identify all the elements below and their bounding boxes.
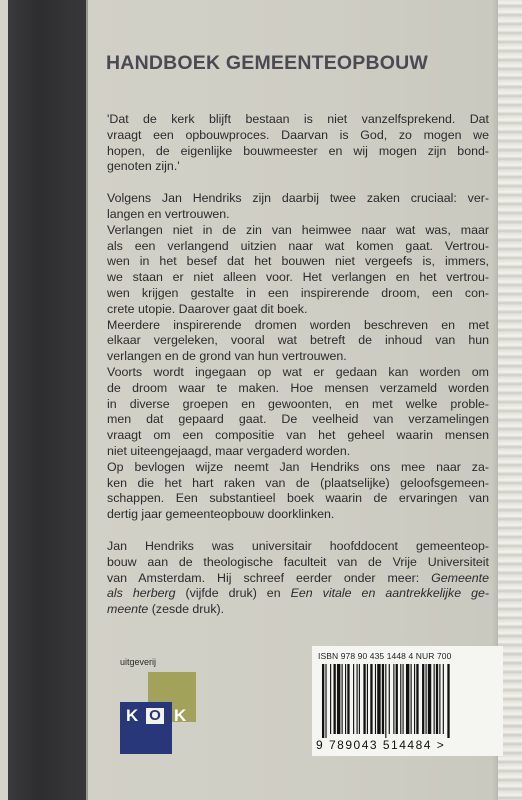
barcode-bar: [357, 664, 358, 734]
cover-left-margin: [0, 0, 8, 800]
barcode-bar: [367, 664, 368, 734]
barcode-bar: [345, 664, 346, 734]
barcode-bar: [396, 664, 398, 734]
description-line: de droom waar te maken. Hoe mensen verzameld worden: [107, 380, 489, 395]
barcode-bar: [375, 664, 376, 734]
description-line: elkaar vergeleken, vooral wat betreft de inhoud van hun: [107, 333, 489, 348]
barcode-bar: [353, 664, 354, 734]
dark-vertical-band: [8, 0, 86, 800]
bio-italic-title: Gemeente: [431, 570, 489, 585]
description-line: Verlangen niet in de zin van heimwee naar wat was, maar: [107, 222, 489, 237]
description-line: wen in het besef dat het bouwen niet vergeefs is, immers,: [107, 254, 489, 269]
quote-line: vraagt een opbouwproces. Daarvan is God, zo mogen we: [107, 127, 489, 142]
logo-olive-square: [148, 672, 196, 706]
barcode-bar: [436, 664, 438, 734]
description-line: verlangen en de grond van hun vertrouwen.: [107, 349, 347, 364]
description-line: Meerdere inspirerende dromen worden beschreven en met: [107, 317, 489, 332]
barcode-digits: 9 789043 514484 >: [316, 738, 446, 752]
logo-letter: K: [126, 706, 139, 725]
description-line: als een verlangend uitzien naar wat komen gaat. Vertrou-: [107, 238, 489, 253]
description-line: Voorts wordt ingegaan op wat er gedaan kan worden om: [107, 364, 489, 379]
barcode-bar: [422, 664, 424, 734]
barcode-icon: [316, 664, 498, 738]
bio-line: [107, 571, 489, 587]
bio-line: Jan Hendriks was universitair hoofddocent gemeenteop-: [107, 538, 489, 553]
barcode-bar: [416, 664, 418, 734]
description-line: ken die het hart raken van de (plaatselijke) geloofsgemeen-: [107, 475, 489, 490]
book-title: HANDBOEK GEMEENTEOPBOUW: [106, 52, 429, 74]
bio-text: van Amsterdam. Hij schreef eerder onder meer:: [107, 570, 432, 585]
barcode-bar: [330, 664, 331, 734]
barcode-bar: [337, 664, 340, 734]
barcode-bar: [370, 664, 372, 734]
barcode-bar: [342, 664, 343, 734]
barcode-bar: [382, 664, 384, 734]
barcode-bar: [363, 664, 365, 734]
barcode-bar: [428, 664, 431, 734]
barcode-bar: [426, 664, 427, 734]
quote-line: hopen, de eigenlijke bouwmeester en wij mogen zijn bond-: [107, 143, 489, 158]
barcode-bar: [325, 664, 326, 738]
description: [107, 191, 489, 523]
quote: [107, 112, 489, 175]
isbn-text: ISBN 978 90 435 1448 4 NUR 700: [318, 651, 452, 661]
description-line: Op bevlogen wijze neemt Jan Hendriks ons mee naar za-: [107, 459, 489, 474]
bio-text: (vijfde druk) en: [175, 586, 291, 601]
bio-line: [107, 586, 489, 602]
publisher-logo: [120, 672, 196, 754]
description-line: langen en vertrouwen.: [107, 206, 230, 221]
barcode-bar: [377, 664, 380, 734]
description-line: wen krijgen gestalte in een inspirerende droom, een con-: [107, 285, 489, 300]
blurb-text: [107, 112, 489, 618]
barcode-bar: [411, 664, 412, 734]
barcode-bar: [385, 664, 386, 738]
barcode-bar: [322, 664, 324, 738]
barcode-bar: [400, 664, 401, 734]
barcode-bar: [347, 664, 349, 734]
bio-italic-title: als herberg: [107, 586, 176, 601]
description-line: we staan er niet alleen voor. Het verlangen en het vertrou-: [107, 270, 489, 285]
description-line: Volgens Jan Hendriks zijn daarbij twee zaken cruciaal: ver-: [107, 191, 489, 206]
barcode-bar: [447, 664, 449, 738]
description-line: dertig jaar gemeenteopbouw doorklinken.: [107, 507, 335, 522]
band-edge: [86, 0, 88, 800]
bio-italic-title: Een vitale en aantrekkelijke ge-: [290, 586, 489, 601]
bio-text: (zesde druk).: [148, 602, 225, 617]
barcode-bar: [334, 664, 336, 734]
logo-letter: K: [174, 706, 187, 725]
bio-line: bouw aan de theologische faculteit van de Vrije Universiteit: [107, 554, 489, 569]
barcode-bar: [406, 664, 409, 734]
logo-letter: O: [146, 708, 164, 724]
quote-line: 'Dat de kerk blijft bestaan is niet vanzelfsprekend. Dat: [107, 112, 489, 126]
barcode-bar: [389, 664, 390, 734]
description-line: crete utopie. Daarover gaat dit boek.: [107, 301, 308, 316]
description-line: men dat gepaard gaat. De veelheid van verzamelingen: [107, 412, 489, 427]
barcode-bar: [403, 664, 404, 734]
barcode-bar: [414, 664, 415, 734]
description-line: in diverse groepen en gewoonten, en met welke proble-: [107, 396, 489, 411]
barcode-bar: [434, 664, 435, 734]
barcode-panel: [312, 646, 503, 756]
barcode-bar: [393, 664, 394, 734]
barcode-bar: [439, 664, 440, 734]
author-bio: [107, 539, 489, 618]
bio-italic-title: meente: [107, 602, 149, 617]
description-line: schappen. Een substantieel boek waarin de ervaringen van: [107, 491, 489, 506]
barcode-bar: [359, 664, 360, 734]
barcode-bar: [443, 664, 444, 734]
description-line: vraagt om een compositie van het geheel waarin mensen: [107, 428, 489, 443]
bio-line: [107, 602, 489, 618]
description-line: niet uiteengejaagd, maar vergaderd worden.: [107, 443, 351, 458]
publisher-label: uitgeverij: [120, 657, 157, 667]
quote-line: genoten zijn.': [107, 159, 180, 174]
